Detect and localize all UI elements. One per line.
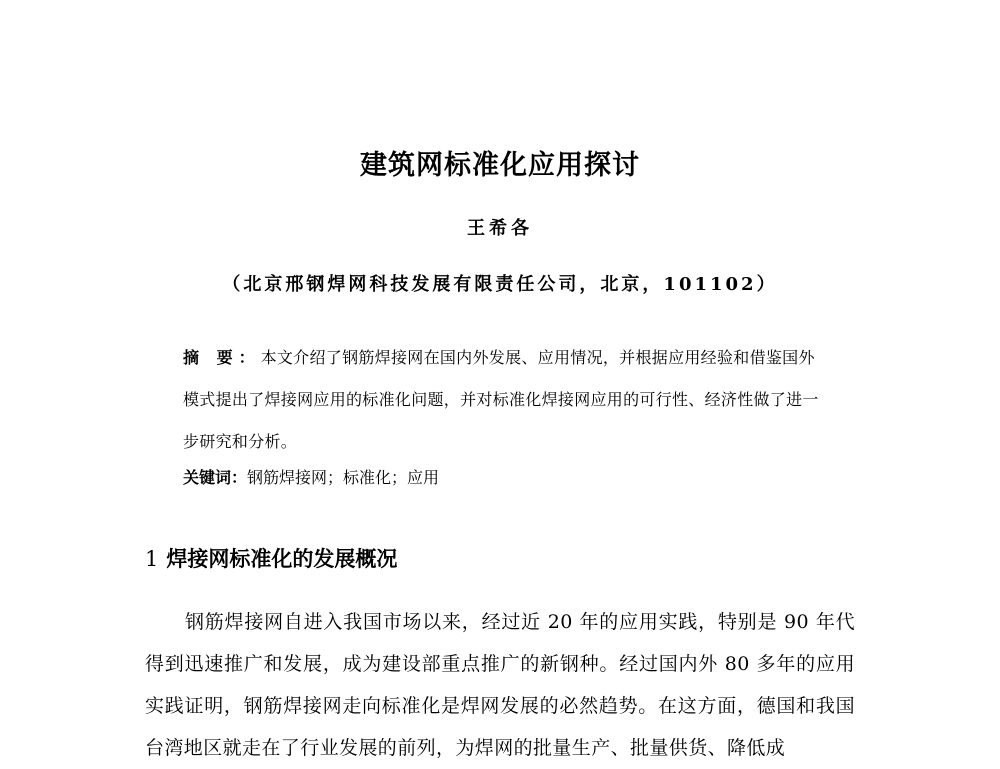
abstract-text: 本文介绍了钢筋焊接网在国内外发展、应用情况，并根据应用经验和借鉴国外模式提出了焊接网应用的标准化问题，并对标准化焊接网应用的可行性、经济性做了进一步研究和分析。 (183, 348, 819, 451)
section-heading-text: 焊接网标准化的发展概况 (166, 547, 398, 571)
keywords-label: 关键词： (183, 468, 248, 487)
paper-author: 王希各 (467, 218, 533, 239)
keywords-text: 钢筋焊接网；标准化；应用 (247, 468, 440, 487)
keywords-block (183, 463, 823, 493)
abstract-block (183, 337, 823, 463)
paper-affiliation: （北京邢钢焊网科技发展有限责任公司，北京，101102） (222, 274, 778, 295)
paper-title: 建筑网标准化应用探讨 (360, 150, 640, 181)
section-heading (145, 543, 845, 575)
section-paragraph: 钢筋焊接网自进入我国市场以来，经过近 20 年的应用实践，特别是 90 年代得到迅速推广和发展，成为建设部重点推广的新钢种。经过国内外 80 多年的应用实践证明，钢筋焊接网走向标准化是焊网发展的必然趋势。在这方面，德国和我国台湾地区就走在了行业发展的前列，为焊网的批量生产、批量供货、降低成 (145, 611, 855, 759)
section-number: 1 (145, 547, 159, 571)
abstract-label: 摘 要： (183, 348, 261, 367)
